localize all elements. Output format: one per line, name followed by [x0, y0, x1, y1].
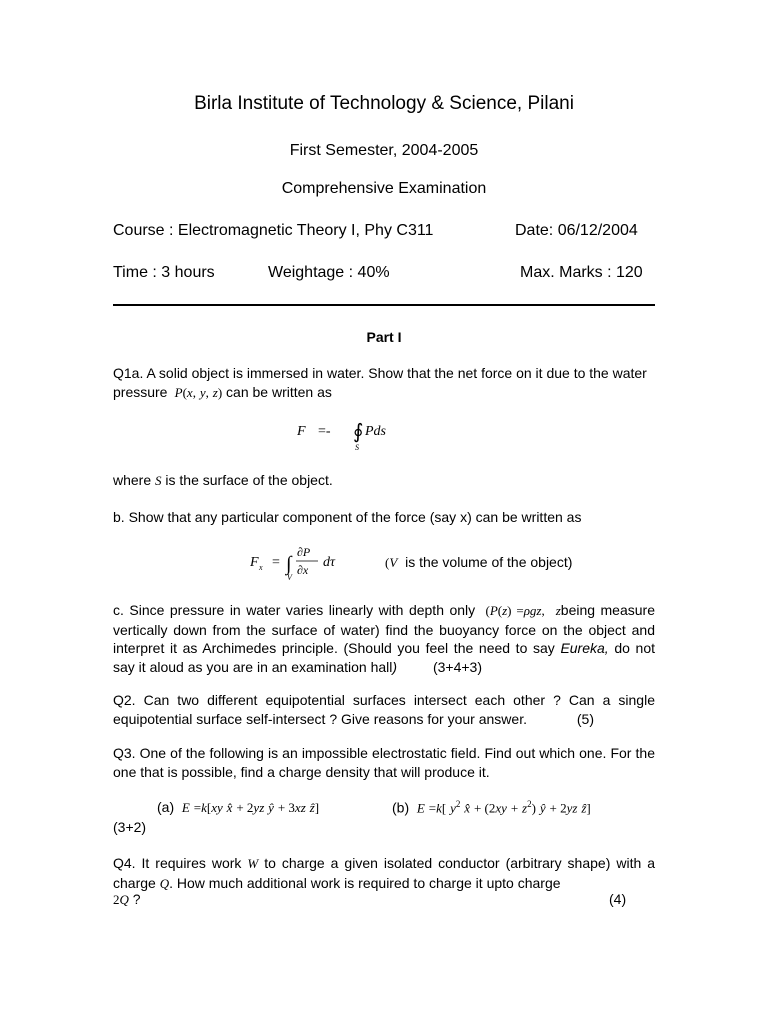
q3-marks: (3+2) [113, 819, 147, 835]
svg-text:dτ: dτ [323, 555, 336, 570]
svg-text:∮: ∮ [353, 421, 364, 443]
svg-text:∂x: ∂x [297, 563, 309, 577]
weightage-line: Weightage : 40% [268, 264, 390, 281]
svg-text:=-: =- [318, 424, 331, 439]
svg-text:F: F [250, 555, 259, 570]
time-line: Time : 3 hours [113, 264, 215, 281]
svg-text:S: S [355, 443, 359, 452]
q1b-volume-note: (V is the volume of the object) [385, 554, 573, 570]
force-integral-formula [297, 418, 417, 458]
q3-text: Q3. One of the following is an impossible electrostatic field. Find out which one. For the one that is possible, find a charge density that will produce it. [113, 745, 655, 780]
svg-text:V: V [287, 573, 292, 582]
svg-text:F: F [297, 424, 306, 439]
q1a-where: where S is the surface of the object. [113, 472, 333, 488]
q4-last-line: 2Q ? [113, 891, 141, 907]
q4-text: Q4. It requires work W to charge a given isolated conductor (arbitrary shape) with a charge Q. How much additional work is required to charge it upto charge [113, 855, 656, 891]
header-divider [113, 304, 655, 306]
q2-marks: (5) [576, 710, 594, 727]
pressure-function-formula: P [171, 384, 183, 400]
q1b-text: b. Show that any particular component of the force (say x) can be written as [113, 509, 582, 525]
q1a-text: Q1a. A solid object is immersed in water. Show that the net force on it due to the water pressure P(x, y, z) can be written as [113, 365, 647, 400]
svg-text:Pds: Pds [365, 424, 386, 439]
svg-text:∂P: ∂P [297, 545, 311, 559]
q4-marks: (4) [609, 891, 627, 907]
q1-marks: (3+4+3) [432, 658, 483, 675]
q3-option-b: (b) E =k[ $y^2$ x̂ + $(2xy + z^2)$ ŷ + 2yz ẑ] [392, 799, 591, 816]
q1c-text: c. Since pressure in water varies linearly with depth only (P(z) =ρgz, zbeing measure vertically down from the surface of water) find the buoyancy force on the object and interpret it as Archimedes principle. (Should you feel the need to say Eureka, do not say it aloud as you are in an examination hall) (3+4+3) [113, 602, 655, 675]
course-line: Course : Electromagnetic Theory I, Phy C311 [113, 222, 434, 239]
svg-text:=: = [272, 555, 280, 570]
fx-volume-integral-formula [250, 542, 360, 584]
date-line: Date: 06/12/2004 [515, 222, 638, 239]
svg-text:∫: ∫ [286, 553, 292, 575]
institute-title: Birla Institute of Technology & Science, Pilani [194, 93, 574, 114]
part-title: Part I [366, 329, 402, 345]
semester-line: First Semester, 2004-2005 [289, 142, 479, 159]
svg-text:x: x [259, 563, 263, 572]
exam-title: Comprehensive Examination [281, 180, 487, 197]
q2-text: Q2. Can two different equipotential surfaces intersect each other ? Can a single equipotential surface self-intersect ? Give reasons for your answer. (5) [113, 692, 655, 727]
max-marks-line: Max. Marks : 120 [520, 264, 643, 281]
q3-option-a: (a) E =k[xy x̂ + 2yz ŷ + 3xz ẑ] [157, 799, 320, 815]
